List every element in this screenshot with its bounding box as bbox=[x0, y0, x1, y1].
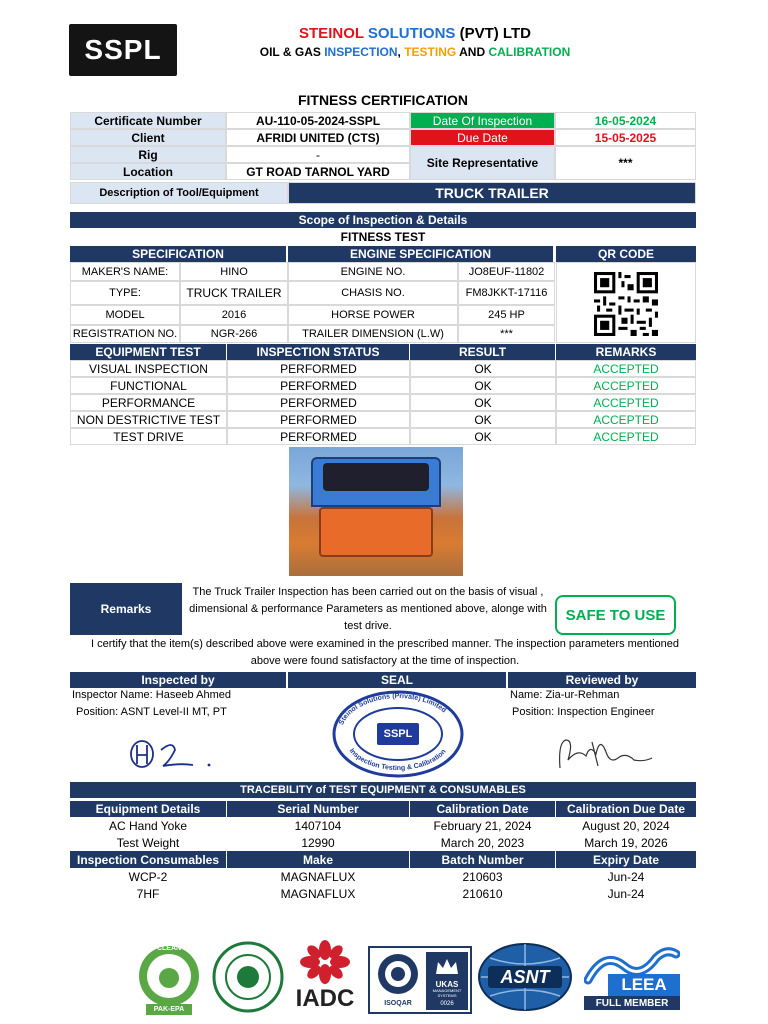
company-tagline bbox=[240, 45, 590, 59]
cons-row-1-make: MAGNAFLUX bbox=[280, 870, 356, 884]
location-label: Location bbox=[70, 163, 226, 180]
asnt-text: ASNT bbox=[500, 966, 550, 987]
company-name-part-3: (PVT) LTD bbox=[455, 25, 531, 42]
accreditation-badges bbox=[132, 938, 680, 1016]
spec-label-maker: MAKER'S NAME: bbox=[70, 262, 180, 281]
spec-value-maker: HINO bbox=[180, 262, 288, 281]
ukas-crown-icon bbox=[434, 956, 460, 978]
spec-value-model: 2016 bbox=[180, 305, 288, 325]
seal-center-text: SSPL bbox=[383, 728, 413, 740]
iadc-logo-icon bbox=[290, 940, 360, 984]
test-header-remarks: REMARKS bbox=[556, 344, 696, 360]
svg-text:Inspection Testing & Calibrati: Inspection Testing & Calibration bbox=[347, 747, 448, 773]
test-row-5-status: PERFORMED bbox=[227, 428, 410, 445]
spec-label-model: MODEL bbox=[70, 305, 180, 325]
certification-statement: I certify that the item(s) described above were examined in the prescribed manner. The inspection parameters mentioned above were found satisfactory at the time of inspection. bbox=[91, 638, 679, 667]
rig-label: Rig bbox=[70, 146, 226, 163]
test-row-3-remarks: ACCEPTED bbox=[556, 394, 696, 411]
test-row-4-remarks: ACCEPTED bbox=[556, 411, 696, 428]
equip-row-1-cal-date: February 21, 2024 bbox=[433, 819, 532, 833]
isoqar-ukas-badge bbox=[368, 946, 472, 1014]
location-value: GT ROAD TARNOL YARD bbox=[226, 163, 410, 180]
company-name-part-1: STEINOL bbox=[299, 25, 364, 42]
client-value: AFRIDI UNITED (CTS) bbox=[226, 129, 410, 146]
scope-subtitle: FITNESS TEST bbox=[340, 229, 426, 244]
test-row-2-equipment: FUNCTIONAL bbox=[70, 377, 227, 394]
equip-header-serial: Serial Number bbox=[227, 801, 409, 817]
equip-row-2-serial: 12990 bbox=[301, 836, 335, 850]
cons-row-1-batch: 210603 bbox=[462, 870, 503, 884]
test-row-2-result: OK bbox=[410, 377, 556, 394]
equip-row-1-serial: 1407104 bbox=[294, 819, 342, 833]
pec-logo-icon bbox=[212, 940, 284, 1014]
tagline-part-5: AND bbox=[456, 45, 489, 59]
test-header-status: INSPECTION STATUS bbox=[227, 344, 409, 360]
inspector-name: Inspector Name: Haseeb Ahmed bbox=[72, 689, 231, 701]
tagline-part-4: TESTING bbox=[404, 45, 457, 59]
date-of-inspection-value: 16-05-2024 bbox=[555, 112, 696, 129]
tagline-part-1: OIL & GAS bbox=[259, 45, 325, 59]
traceability-title: TRACEBILITY of TEST EQUIPMENT & CONSUMABLES bbox=[70, 782, 696, 798]
leea-full-member-text: FULL MEMBER bbox=[584, 996, 680, 1010]
isoqar-text: ISOQAR bbox=[384, 999, 412, 1007]
equip-header-details: Equipment Details bbox=[70, 801, 226, 817]
client-label: Client bbox=[70, 129, 226, 146]
truck-grill-shape bbox=[319, 507, 433, 557]
cons-row-2-make: MAGNAFLUX bbox=[280, 887, 356, 901]
date-of-inspection-label: Date Of Inspection bbox=[410, 112, 555, 129]
engine-label-trailer-dimension: TRAILER DIMENSION (L.W) bbox=[288, 325, 458, 343]
equip-row-2-cal-date: March 20, 2023 bbox=[440, 836, 525, 850]
document-title: FITNESS CERTIFICATION bbox=[297, 92, 469, 108]
inspector-position: Position: ASNT Level-II MT, PT bbox=[76, 706, 227, 718]
reviewed-by-header: Reviewed by bbox=[508, 672, 696, 688]
test-row-2-status: PERFORMED bbox=[227, 377, 410, 394]
equip-row-2-details: Test Weight bbox=[116, 836, 180, 850]
engine-value-chasis-no: FM8JKKT-17116 bbox=[458, 281, 555, 305]
remarks-text: The Truck Trailer Inspection has been carried out on the basis of visual , dimensional & performance Parameters as mentioned above, alonge with test drive. bbox=[189, 585, 547, 632]
cons-row-2-expiry: Jun-24 bbox=[607, 887, 645, 901]
remarks-label: Remarks bbox=[70, 583, 182, 635]
qr-code-icon bbox=[594, 271, 658, 337]
ukas-number: 0026 bbox=[440, 1000, 454, 1007]
isoqar-icon bbox=[376, 952, 420, 996]
test-row-3-status: PERFORMED bbox=[227, 394, 410, 411]
reviewer-position: Position: Inspection Engineer bbox=[512, 706, 655, 718]
engine-label-horse-power: HORSE POWER bbox=[288, 305, 458, 325]
engine-specification-header: ENGINE SPECIFICATION bbox=[288, 246, 553, 262]
ukas-sub-text: MANAGEMENT SYSTEMS bbox=[432, 988, 462, 998]
due-date-value: 15-05-2025 bbox=[555, 129, 696, 146]
tool-description-value: TRUCK TRAILER bbox=[288, 182, 696, 204]
inspected-by-header: Inspected by bbox=[70, 672, 286, 688]
truck-windshield-shape bbox=[323, 463, 429, 491]
test-row-4-equipment: NON DESTRICTIVE TEST bbox=[70, 411, 227, 428]
company-name-part-2: SOLUTIONS bbox=[363, 25, 456, 42]
test-row-4-result: OK bbox=[410, 411, 556, 428]
ukas-text: UKAS bbox=[435, 979, 459, 989]
equip-row-1-details: AC Hand Yoke bbox=[108, 819, 188, 833]
clean-text: CLEAN bbox=[156, 944, 182, 952]
engine-value-horse-power: 245 HP bbox=[458, 305, 555, 325]
test-row-5-equipment: TEST DRIVE bbox=[70, 428, 227, 445]
tagline-part-3: , bbox=[397, 45, 405, 59]
test-row-4-status: PERFORMED bbox=[227, 411, 410, 428]
cons-row-2-name: 7HF bbox=[136, 887, 160, 901]
test-row-1-remarks: ACCEPTED bbox=[556, 360, 696, 377]
ukas-panel bbox=[426, 952, 468, 1010]
reviewer-signature bbox=[552, 730, 662, 775]
cons-header-consumables: Inspection Consumables bbox=[70, 851, 226, 868]
certificate-number-value: AU-110-05-2024-SSPL bbox=[226, 112, 410, 129]
site-representative-value: *** bbox=[555, 146, 696, 180]
company-name bbox=[240, 25, 590, 42]
tagline-part-6: CALIBRATION bbox=[488, 45, 571, 59]
site-representative-label: Site Representative bbox=[410, 146, 555, 180]
equip-header-cal-due: Calibration Due Date bbox=[556, 801, 696, 817]
test-row-1-equipment: VISUAL INSPECTION bbox=[70, 360, 227, 377]
test-row-3-equipment: PERFORMANCE bbox=[70, 394, 227, 411]
cons-header-expiry: Expiry Date bbox=[556, 851, 696, 868]
test-row-1-result: OK bbox=[410, 360, 556, 377]
specification-header: SPECIFICATION bbox=[70, 246, 286, 262]
scope-title: Scope of Inspection & Details bbox=[70, 212, 696, 228]
rig-value: - bbox=[226, 146, 410, 163]
engine-value-trailer-dimension: *** bbox=[458, 325, 555, 343]
certificate-number-label: Certificate Number bbox=[70, 112, 226, 129]
cons-row-2-batch: 210610 bbox=[462, 887, 503, 901]
test-row-3-result: OK bbox=[410, 394, 556, 411]
test-header-equipment: EQUIPMENT TEST bbox=[70, 344, 226, 360]
tool-description-label: Description of Tool/Equipment bbox=[70, 182, 288, 204]
cons-row-1-expiry: Jun-24 bbox=[607, 870, 645, 884]
cons-header-make: Make bbox=[227, 851, 409, 868]
spec-label-registration: REGISTRATION NO. bbox=[70, 325, 180, 343]
company-logo bbox=[69, 24, 177, 76]
safe-to-use-stamp: SAFE TO USE bbox=[555, 595, 676, 635]
qr-code-cell bbox=[556, 262, 696, 343]
engine-value-engine-no: JO8EUF-11802 bbox=[458, 262, 555, 281]
reviewer-name: Name: Zia-ur-Rehman bbox=[510, 689, 620, 701]
test-row-5-remarks: ACCEPTED bbox=[556, 428, 696, 445]
equip-row-1-cal-due: August 20, 2024 bbox=[582, 819, 670, 833]
engine-label-engine-no: ENGINE NO. bbox=[288, 262, 458, 281]
pak-epa-text: PAK-EPA bbox=[153, 1006, 185, 1013]
cons-header-batch: Batch Number bbox=[410, 851, 555, 868]
qr-code-header: QR CODE bbox=[556, 246, 696, 262]
cons-row-1-name: WCP-2 bbox=[128, 870, 168, 884]
equip-header-cal-date: Calibration Date bbox=[410, 801, 555, 817]
truck-photo bbox=[289, 447, 463, 576]
equip-row-2-cal-due: March 19, 2026 bbox=[584, 836, 668, 850]
engine-label-chasis-no: CHASIS NO. bbox=[288, 281, 458, 305]
seal-header: SEAL bbox=[288, 672, 506, 688]
test-row-2-remarks: ACCEPTED bbox=[556, 377, 696, 394]
company-seal bbox=[289, 688, 507, 780]
test-row-1-status: PERFORMED bbox=[227, 360, 410, 377]
leea-text: LEEA bbox=[608, 974, 680, 996]
test-row-5-result: OK bbox=[410, 428, 556, 445]
test-header-result: RESULT bbox=[410, 344, 555, 360]
spec-value-type: TRUCK TRAILER bbox=[180, 281, 288, 305]
tagline-part-2: INSPECTION bbox=[324, 45, 398, 59]
iadc-text: IADC bbox=[295, 985, 355, 1012]
spec-label-type: TYPE: bbox=[70, 281, 180, 305]
due-date-label: Due Date bbox=[410, 129, 555, 146]
spec-value-registration: NGR-266 bbox=[180, 325, 288, 343]
svg-text:Steinol Solutions (Private) Li: Steinol Solutions (Private) Limited bbox=[338, 692, 448, 727]
inspector-signature bbox=[125, 734, 220, 774]
logo-text: SSPL bbox=[84, 34, 162, 65]
